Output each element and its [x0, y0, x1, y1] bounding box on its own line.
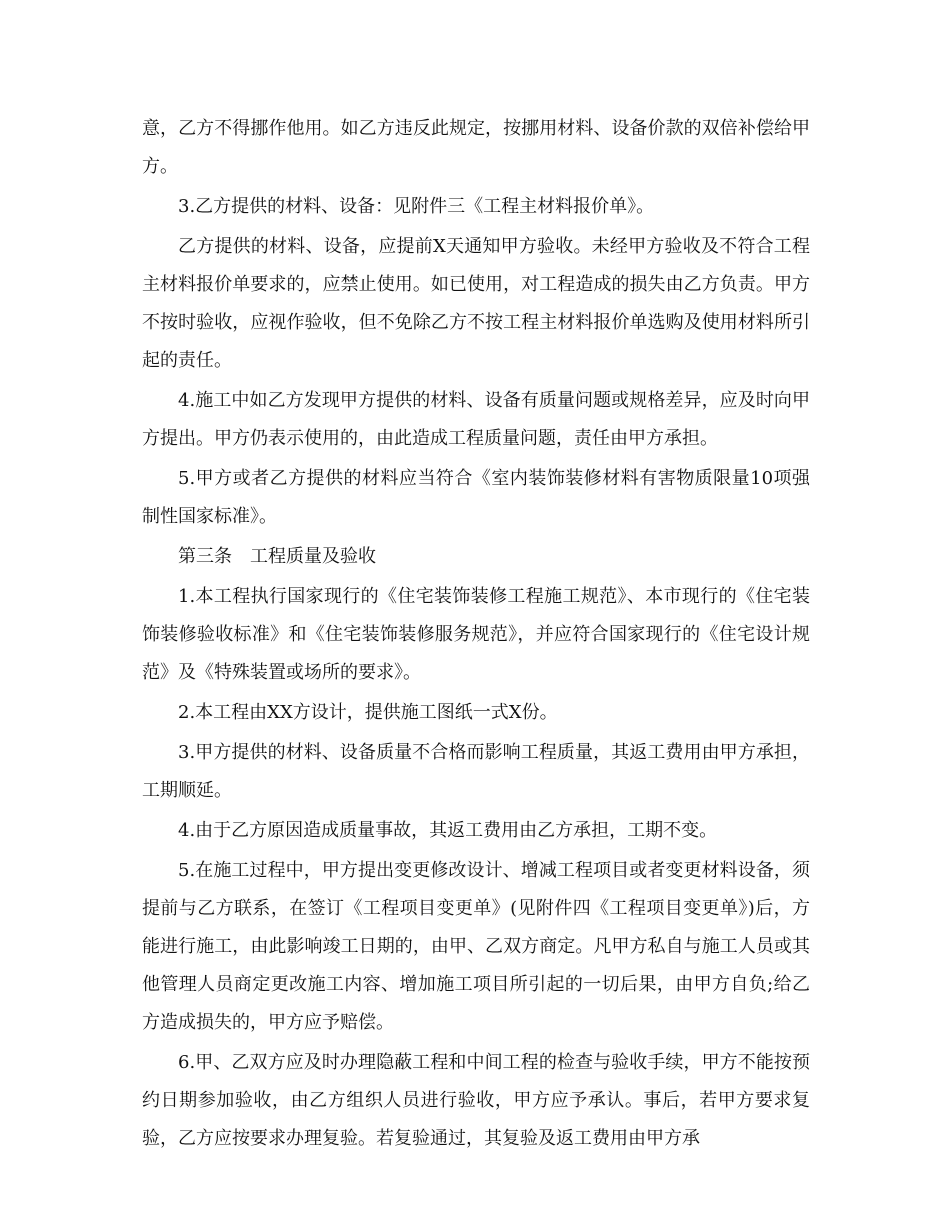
paragraph-supplier-inspection: 乙方提供的材料、设备，应提前X天通知甲方验收。未经甲方验收及不符合工程主材料报价单要求的，应禁止使用。如已使用，对工程造成的损失由乙方负责。甲方不按时验收，应视作验收，但不免除乙方不按工程主材料报价单选购及使用材料所引起的责任。: [142, 236, 810, 371]
paragraph-clause-3-5: 5.在施工过程中，甲方提出变更修改设计、增减工程项目或者变更材料设备，须提前与乙方联系，在签订《工程项目变更单》(见附件四《工程项目变更单》)后，方能进行施工，由此影响竣工日期的，由甲、乙双方商定。凡甲方私自与施工人员或其他管理人员商定更改施工内容、增加施工项目所引起的一切后果，由甲方自负;给乙方造成损失的，甲方应予赔偿。: [142, 860, 810, 1033]
paragraph-clause-2-3: 3.乙方提供的材料、设备：见附件三《工程主材料报价单》。: [178, 196, 655, 217]
paragraph-clause-3-1: 1.本工程执行国家现行的《住宅装饰装修工程施工规范》、本市现行的《住宅装饰装修验收标准》和《住宅装饰装修服务规范》，并应符合国家现行的《住宅设计规范》及《特殊装置或场所的要求》。: [142, 586, 810, 683]
paragraph-clause-3-2: 2.本工程由XX方设计，提供施工图纸一式X份。: [178, 702, 558, 723]
paragraph-clause-2-5: 5.甲方或者乙方提供的材料应当符合《室内装饰装修材料有害物质限量10项强制性国家标准》。: [142, 468, 810, 527]
paragraph-clause-3-6: 6.甲、乙双方应及时办理隐蔽工程和中间工程的检查与验收手续，甲方不能按预约日期参加验收，由乙方组织人员进行验收，甲方应予承认。事后，若甲方要求复验，乙方应按要求办理复验。若复验通过，其复验及返工费用由甲方承: [142, 1052, 810, 1149]
paragraph-clause-2-4: 4.施工中如乙方发现甲方提供的材料、设备有质量问题或规格差异，应及时向甲方提出。甲方仍表示使用的，由此造成工程质量问题，责任由甲方承担。: [142, 390, 810, 449]
paragraph-clause-3-3: 3.甲方提供的材料、设备质量不合格而影响工程质量，其返工费用由甲方承担，工期顺延。: [142, 742, 810, 801]
paragraph-continuation: 意，乙方不得挪作他用。如乙方违反此规定，按挪用材料、设备价款的双倍补偿给甲方。: [142, 118, 810, 177]
paragraph-clause-3-4: 4.由于乙方原因造成质量事故，其返工费用由乙方承担，工期不变。: [178, 820, 718, 841]
document-page: [142, 110, 810, 1158]
section-heading-article-3: 第三条 工程质量及验收: [178, 546, 376, 567]
